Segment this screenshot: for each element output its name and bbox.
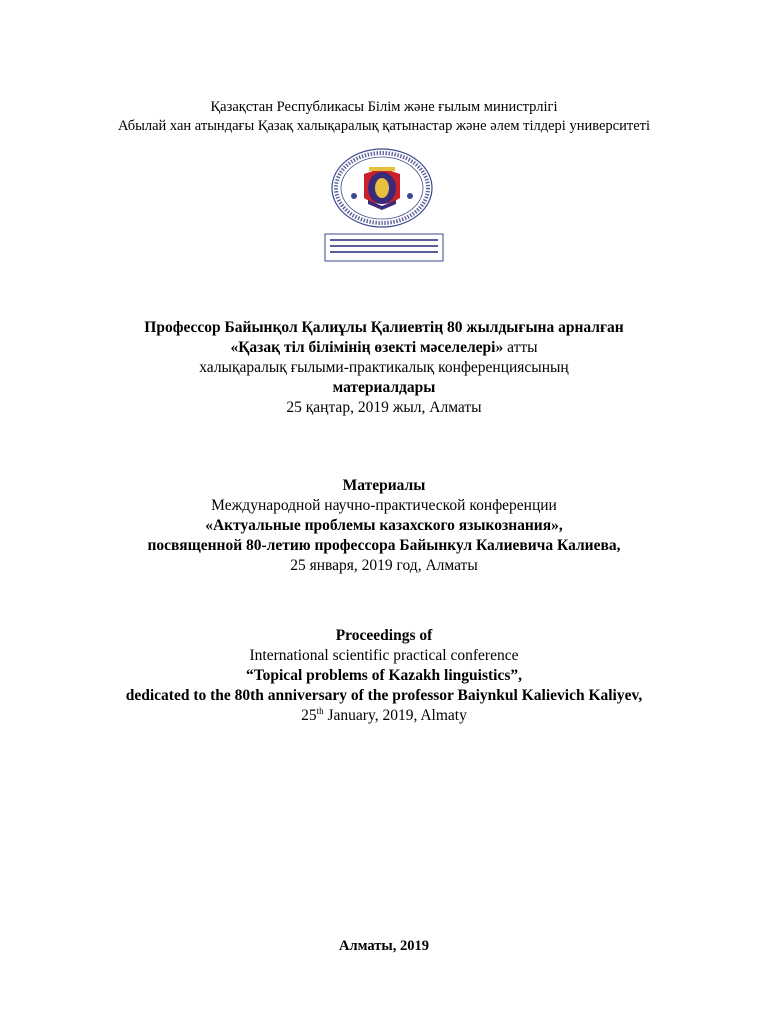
russian-conference-type: Международной научно-практической конференции [211, 497, 557, 514]
kazakh-conference-title-line [0, 338, 768, 358]
english-dedication: dedicated to the 80th anniversary of the professor Baiynkul Kalievich Kaliyev, [125, 687, 643, 704]
russian-date-place: 25 января, 2019 год, Алматы [290, 557, 478, 574]
russian-title-block [0, 476, 768, 576]
russian-materials: Материалы [342, 477, 426, 494]
kazakh-conference-title: «Қазақ тіл білімінің өзекті мәселелері» [230, 339, 504, 356]
english-conference-type: International scientific practical conference [249, 647, 519, 664]
english-proceedings: Proceedings of [335, 627, 433, 644]
english-date-day: 25 [301, 707, 317, 724]
english-date-rest: January, 2019, Almaty [323, 707, 467, 724]
kazakh-conference-type: халықаралық ғылыми-практикалық конференциясының [199, 359, 569, 376]
publication-place-year: Алматы, 2019 [339, 938, 429, 954]
english-title-block [0, 626, 768, 726]
russian-dedication: посвященной 80-летию профессора Байынкул Калиевича Калиева, [147, 537, 621, 554]
ministry-name: Қазақстан Республикасы Білім және ғылым министрлігі [210, 99, 558, 115]
university-name: Абылай хан атындағы Қазақ халықаралық қатынастар және әлем тілдері университеті [118, 118, 650, 134]
russian-conference-title: «Актуальные проблемы казахского языкознания», [205, 517, 563, 534]
kazakh-dedication: Профессор Байынқол Қалиұлы Қалиевтің 80 жылдығына арналған [144, 319, 624, 336]
kazakh-materials: материалдары [332, 379, 436, 396]
english-date-place [0, 706, 768, 726]
kazakh-conference-title-suffix: атты [503, 339, 538, 356]
kazakh-title-block [0, 318, 768, 418]
english-date-ordinal: th [316, 705, 324, 716]
header-block [0, 98, 768, 136]
kazakh-date-place: 25 қаңтар, 2019 жыл, Алматы [286, 399, 482, 416]
footer-block [0, 936, 768, 956]
english-conference-title: “Topical problems of Kazakh linguistics”, [245, 667, 523, 684]
university-seal-icon [324, 148, 444, 262]
